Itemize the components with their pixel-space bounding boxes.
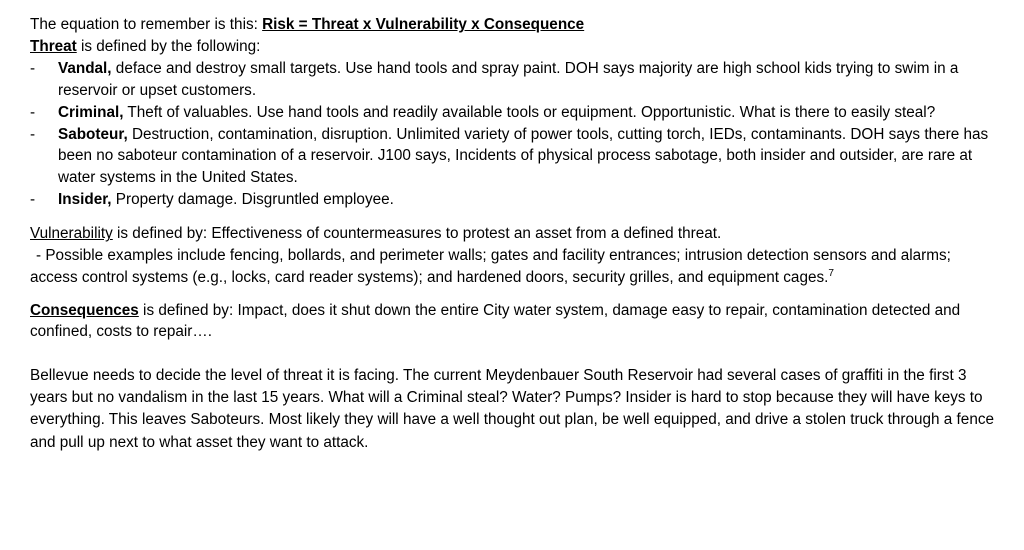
consequences-term: Consequences <box>30 301 139 319</box>
vulnerability-examples-prefix: - <box>36 247 46 265</box>
threat-list <box>30 58 998 210</box>
vulnerability-definition-text: is defined by: Effectiveness of countermeasures to protest an asset from a defined threat. <box>112 225 722 243</box>
vulnerability-term: Vulnerability <box>30 225 113 243</box>
list-item <box>30 189 998 211</box>
list-item <box>30 124 998 189</box>
threat-heading-rest: is defined by the following: <box>76 37 261 55</box>
threat-item-term: Vandal, <box>58 60 112 78</box>
vulnerability-examples <box>30 245 998 288</box>
consequences-definition <box>30 300 998 343</box>
footnote-marker: 7 <box>828 267 834 279</box>
equation-lead-text: The equation to remember is this: <box>30 16 263 33</box>
closing-paragraph: Bellevue needs to decide the level of threat it is facing. The current Meydenbauer South Reservoir had several cases of graffiti in the first 3 years but no vandalism in the last 15 years. What will a Criminal steal? Water? Pumps? Insider is hard to stop because they will have keys to everything. This leaves Saboteurs. Most likely they will have a well thought out plan, be well equipped, and drive a stolen truck through a fence and pull up next to what asset they want to attack. <box>30 367 994 451</box>
document-body <box>30 14 998 454</box>
threat-heading <box>30 36 998 58</box>
threat-item-text: Destruction, contamination, disruption. Unlimited variety of power tools, cutting torch, IEDs, contaminants. DOH says there has been no saboteur contamination of a reservoir. J100 says, Incidents of physical process sabotage, both insider and outsider, are rare at water systems in the United States. <box>58 125 989 187</box>
equation-line <box>30 14 998 36</box>
risk-equation: Risk = Threat x Vulnerability x Consequence <box>262 16 585 33</box>
dash-marker: - <box>30 190 36 208</box>
threat-term: Threat <box>30 37 77 55</box>
spacer <box>30 289 998 300</box>
threat-item-text: Theft of valuables. Use hand tools and readily available tools or equipment. Opportunistic. What is there to easily steal? <box>123 103 936 121</box>
threat-item-term: Criminal, <box>58 103 124 121</box>
dash-marker: - <box>30 60 36 78</box>
list-item <box>30 102 998 124</box>
threat-item-text: Property damage. Disgruntled employee. <box>111 190 394 208</box>
vulnerability-definition <box>30 223 998 245</box>
spacer <box>30 210 998 223</box>
vulnerability-examples-text: Possible examples include fencing, bollards, and perimeter walls; gates and facility entrances; intrusion detection sensors and alarms; access control systems (e.g., locks, card reader systems); and hardened doors, security grilles, and equipment cages. <box>30 247 951 286</box>
consequences-definition-text: is defined by: Impact, does it shut down the entire City water system, damage easy to repair, contamination detected and confined, costs to repair…. <box>30 301 961 341</box>
threat-item-term: Saboteur, <box>58 125 128 143</box>
list-item <box>30 58 998 101</box>
threat-item-text: deface and destroy small targets. Use hand tools and spray paint. DOH says majority are high school kids trying to swim in a reservoir or upset customers. <box>58 60 959 100</box>
dash-marker: - <box>30 103 36 121</box>
dash-marker: - <box>30 125 36 143</box>
threat-item-term: Insider, <box>58 190 112 208</box>
spacer <box>30 343 998 365</box>
